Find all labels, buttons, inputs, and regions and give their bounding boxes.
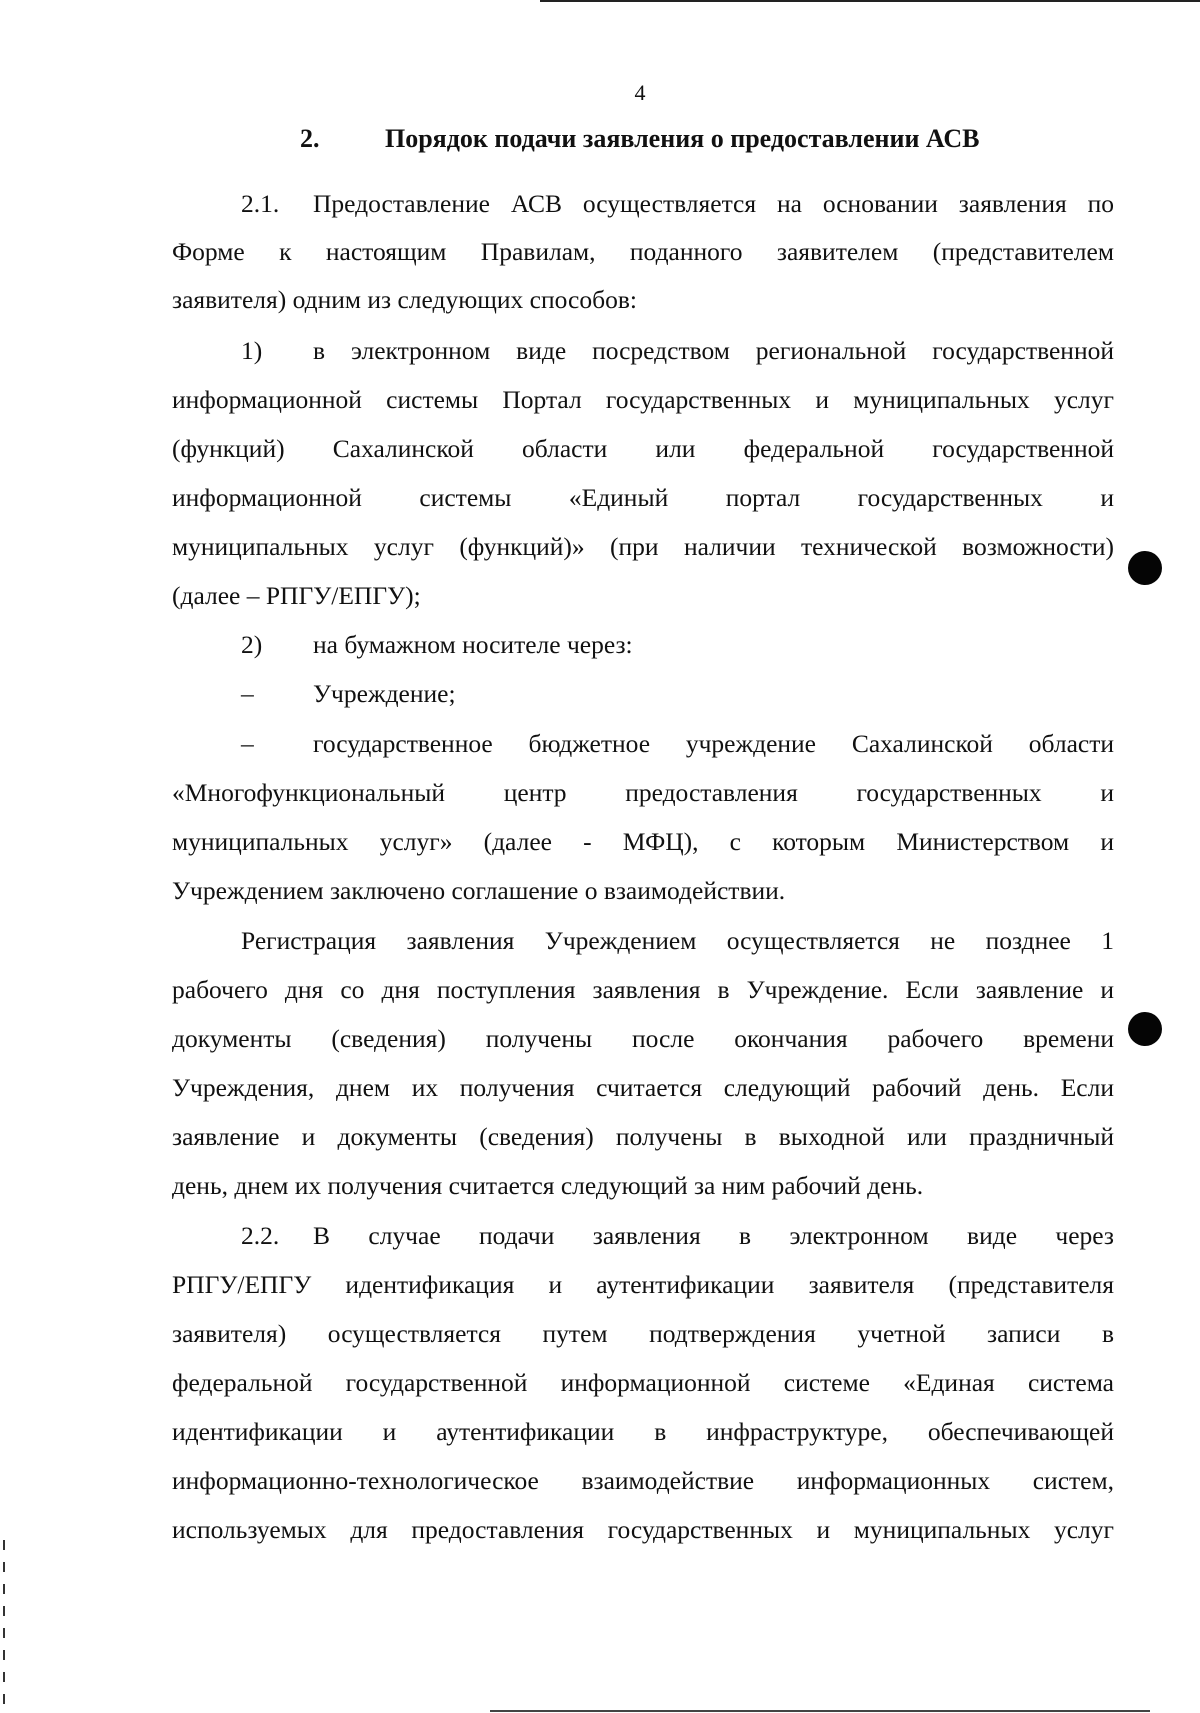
text-line: заявление и документы (сведения) получены в выходной или праздничный: [172, 1122, 1114, 1151]
text-line: Учреждением заключено соглашение о взаимодействии.: [172, 876, 786, 905]
text-line: используемых для предоставления государственных и муниципальных услуг: [172, 1515, 1114, 1544]
text-line: РПГУ/ЕПГУ идентификация и аутентификации заявителя (представителя: [172, 1270, 1114, 1299]
left-scan-edge: [3, 1540, 5, 1710]
hole-punch-mark: [1128, 1012, 1162, 1046]
text-line: Учреждения, днем их получения считается следующий рабочий день. Если: [172, 1073, 1114, 1102]
hole-punch-mark: [1128, 551, 1162, 585]
text-line: федеральной государственной информационной системе «Единая система: [172, 1368, 1114, 1397]
text-line: информационной системы Портал государственных и муниципальных услуг: [172, 385, 1114, 414]
dash-marker: –: [241, 679, 254, 708]
text-line: (функций) Сахалинской области или федеральной государственной: [172, 434, 1114, 463]
text-line: Предоставление АСВ осуществляется на основании заявления по: [313, 189, 1114, 218]
text-line: на бумажном носителе через:: [313, 630, 633, 659]
text-line: Форме к настоящим Правилам, поданного заявителем (представителем: [172, 237, 1114, 266]
text-line: (далее – РПГУ/ЕПГУ);: [172, 581, 421, 610]
text-line: документы (сведения) получены после окончания рабочего времени: [172, 1024, 1114, 1053]
paragraph-marker-2-1: 2.1.: [241, 189, 280, 218]
text-line: информационной системы «Единый портал государственных и: [172, 483, 1114, 512]
list-marker-2: 2): [241, 630, 263, 659]
text-line: идентификации и аутентификации в инфраструктуре, обеспечивающей: [172, 1417, 1114, 1446]
paragraph-marker-2-2: 2.2.: [241, 1221, 280, 1250]
text-line: В случае подачи заявления в электронном виде через: [313, 1221, 1114, 1250]
text-line: рабочего дня со дня поступления заявления в Учреждение. Если заявление и: [172, 975, 1114, 1004]
text-line: «Многофункциональный центр предоставления государственных и: [172, 778, 1114, 807]
bottom-scan-rule: [490, 1710, 1150, 1712]
text-line: муниципальных услуг» (далее - МФЦ), с которым Министерством и: [172, 827, 1114, 856]
dash-marker: –: [241, 729, 254, 758]
text-line: информационно-технологическое взаимодействие информационных систем,: [172, 1466, 1114, 1495]
section-heading: [300, 124, 980, 154]
text-line: заявителя) осуществляется путем подтверждения учетной записи в: [172, 1319, 1114, 1348]
list-marker-1: 1): [241, 336, 263, 365]
section-number: 2.: [300, 124, 320, 153]
section-title: Порядок подачи заявления о предоставлении АСВ: [385, 124, 980, 153]
text-line: в электронном виде посредством региональной государственной: [313, 336, 1114, 365]
text-line: день, днем их получения считается следующий за ним рабочий день.: [172, 1171, 924, 1200]
text-line: Регистрация заявления Учреждением осуществляется не позднее 1: [241, 926, 1114, 955]
top-scan-rule: [540, 0, 1200, 2]
text-line: Учреждение;: [313, 679, 456, 708]
page-number: 4: [634, 80, 646, 105]
text-line: заявителя) одним из следующих способов:: [172, 285, 637, 314]
text-line: муниципальных услуг (функций)» (при наличии технической возможности): [172, 532, 1114, 561]
text-line: государственное бюджетное учреждение Сахалинской области: [313, 729, 1114, 758]
